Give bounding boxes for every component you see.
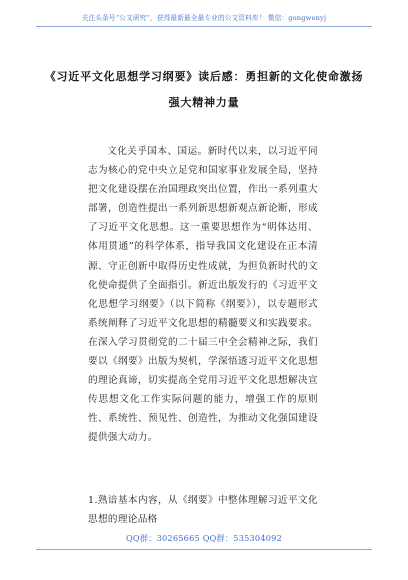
body-paragraph-2: 1.熟谙基本内容，从《纲要》中整体理解习近平文化思想的理论品格 <box>88 495 318 526</box>
body-paragraph-1: 文化关乎国本、国运。新时代以来，以习近平同志为核心的党中央立足党和国家事业发展全局，坚持把文化建设摆在治国理政突出位置，作出一系列重大部署，创造性提出一系列新思想新观点新论断，形成了习近平文化思想。这一重要思想作为“明体达用、体用贯通”的科学体系，指导我国文化建设在正本清源、守正创新中取得历史性成就，为担负新时代的文化使命提供了全面指引。新近出版发行的《习近平文化思想学习纲要》（以下简称《纲要》），以专题形式系统阐释了习近平文化思想的精髓要义和实践要求。在深入学习贯彻党的二十届三中全会精神之际，我们要以《纲要》出版为契机，学深悟透习近平文化思想的理论真谛，切实提高全党用习近平文化思想解决宣传思想文化工作实际问题的能力，增强工作的原则性、系统性、预见性、创造性，为推动文化强国建设提供强大动力。 <box>88 146 318 444</box>
header-divider <box>36 26 372 27</box>
footer-divider <box>36 549 372 550</box>
document-title: 《习近平文化思想学习纲要》读后感：勇担新的文化使命激扬强大精神力量 <box>44 70 364 109</box>
header-notice: 关注头条号“公文研究”，获得最新最全最专业的公文资料库！ 微信：gongwenyj <box>81 14 327 22</box>
footer-contact: QQ群：30265665 QQ群：535304092 <box>126 533 282 543</box>
